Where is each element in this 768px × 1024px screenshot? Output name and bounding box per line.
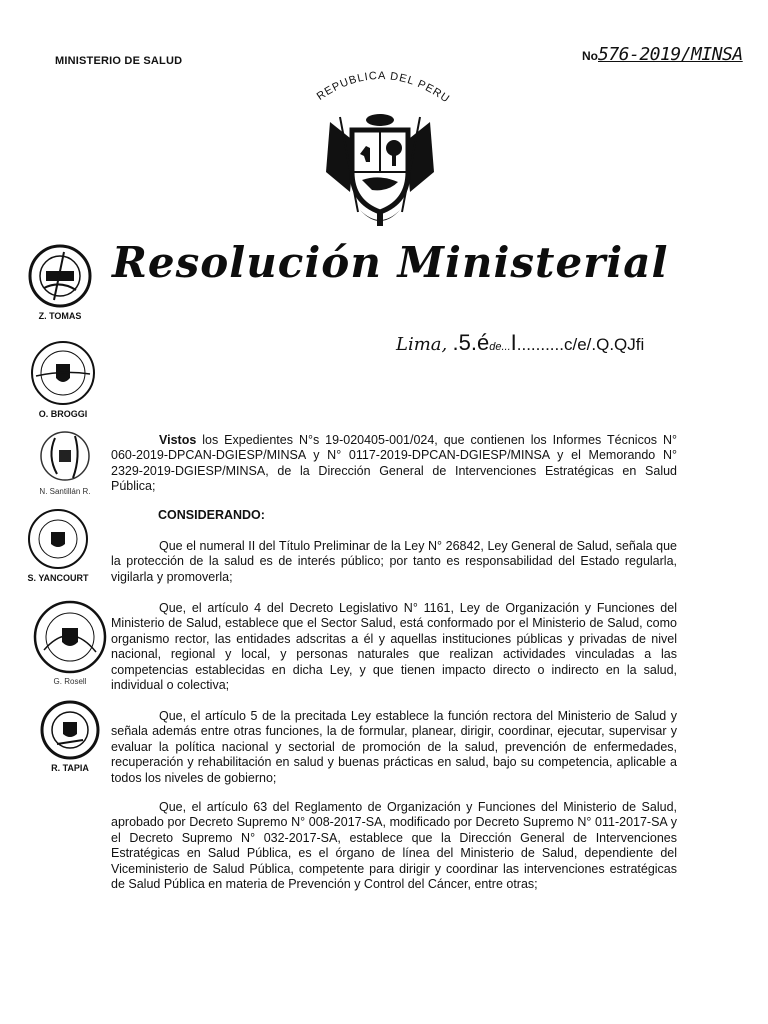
date-line xyxy=(396,330,644,356)
stamp-n-santillan xyxy=(30,428,100,496)
paragraph-1: Que el numeral II del Título Preliminar de la Ley N° 26842, Ley General de Salud, señala que la protección de la salud es de interés público; por tanto es responsabilidad del Estado regularla, vigilarla y promoverla; xyxy=(111,539,677,584)
national-crest xyxy=(300,62,460,232)
date-day: .5.é xyxy=(452,330,490,355)
date-tail: ..........c/e/.Q.QJfi xyxy=(516,335,645,354)
svg-text:REPUBLICA DEL PERU xyxy=(315,70,452,106)
date-mid: de... xyxy=(489,341,511,353)
document-title: Resolución Ministerial xyxy=(112,238,669,287)
signature-seal-icon xyxy=(35,428,95,484)
number-prefix: No xyxy=(582,49,598,63)
official-seal-icon xyxy=(25,508,91,570)
resolution-number xyxy=(582,44,743,65)
official-seal-icon xyxy=(30,600,110,674)
official-seal-icon xyxy=(24,244,96,308)
stamp-z-tomas xyxy=(22,244,98,321)
date-place: Lima, xyxy=(396,334,448,355)
stamp-name: R. TAPIA xyxy=(51,763,89,773)
ministry-header: MINISTERIO DE SALUD xyxy=(55,55,183,67)
official-seal-icon xyxy=(37,700,103,760)
stamp-name: S. YANCOURT xyxy=(27,573,89,583)
vistos-text: los Expedientes N°s 19-020405-001/024, que contienen los Informes Técnicos N° 060-2019-DPCAN-DGIESP/MINSA y N° 0117-2019-DPCAN-DGIESP/MINSA y el Memorando N° 2329-2019-DGIESP/MINSA, de la Dirección General de Intervenciones Estratégicas en Salud Pública; xyxy=(111,433,677,494)
stamp-name: N. Santillán R. xyxy=(39,487,91,496)
stamp-name: O. BROGGI xyxy=(38,409,88,419)
crest-arc-text: REPUBLICA DEL PERU xyxy=(314,69,453,106)
considerando-heading: CONSIDERANDO: xyxy=(158,508,265,522)
stamp-r-tapia xyxy=(34,700,106,773)
stamp-o-broggi xyxy=(24,340,102,419)
vistos-paragraph xyxy=(111,433,677,495)
paragraph-2: Que, el artículo 4 del Decreto Legislativo N° 1161, Ley de Organización y Funciones del Ministerio de Salud, establece que el Sector Salud, está conformado por el Ministerio de Salud, como organismo rector, las entidades adscritas a él y aquellas instituciones públicas y privadas de nivel nacional, regional y local, y personas naturales que realizan actividades vinculadas a las competencias establecidas en dicha Ley, y que tienen impacto directo o indirecto en la salud, individual o colectiva; xyxy=(111,601,677,693)
handwritten-number: 576-2019/MINSA xyxy=(598,44,743,65)
date-month-mark: I xyxy=(510,330,517,355)
coat-of-arms-icon xyxy=(300,62,460,232)
stamp-name: G. Rosell xyxy=(53,677,87,686)
paragraph-4: Que, el artículo 63 del Reglamento de Organización y Funciones del Ministerio de Salud, aprobado por Decreto Supremo N° 008-2017-SA, modificado por Decreto Supremo N° 011-2017-SA y el Decreto Supremo N° 032-2017-SA, establece que la Dirección General de Intervenciones Estratégicas en Salud Pública, es el órgano de línea del Ministerio de Salud, dependiente del Viceministerio de Salud Pública, competente para dirigir y coordinar las intervenciones estratégicas de Salud Pública en materia de Prevención y Control del Cáncer, entre otras; xyxy=(111,800,677,892)
paragraph-3: Que, el artículo 5 de la precitada Ley establece la función rectora del Ministerio de Salud y señala además entre otras funciones, la de formular, planear, dirigir, coordinar, ejecutar, supervisar y evaluar la política nacional y sectorial de promoción de la salud, prevención de enfermedades, recuperación y rehabilitación en salud y buenas prácticas en salud, bajo su competencia, aplicable a todos los niveles de gobierno; xyxy=(111,709,677,785)
vistos-label: Vistos xyxy=(159,433,197,447)
stamp-g-rosell xyxy=(28,600,112,686)
stamp-s-yancourt xyxy=(18,508,98,583)
official-seal-icon xyxy=(26,340,100,406)
stamp-name: Z. TOMAS xyxy=(38,311,82,321)
